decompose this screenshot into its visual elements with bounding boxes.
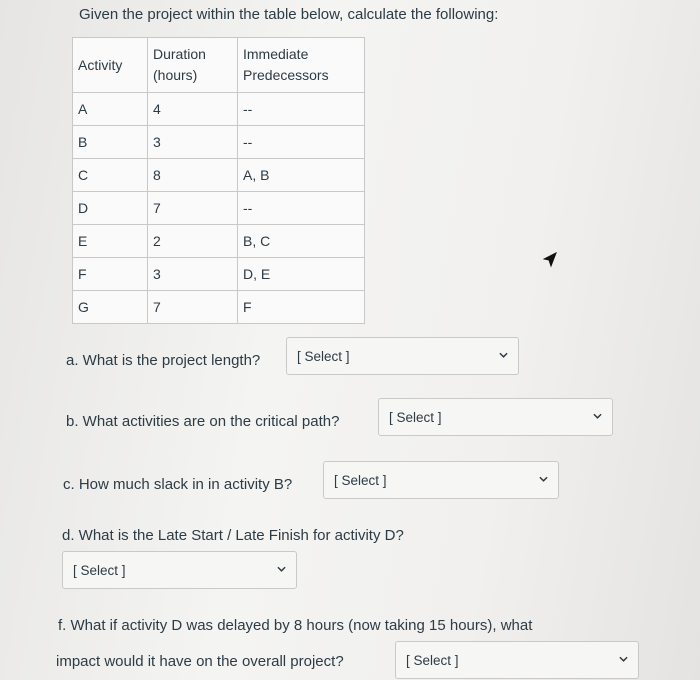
duration-cell: 7: [148, 291, 238, 324]
activity-cell: B: [73, 126, 148, 159]
table-row: [73, 291, 365, 324]
question-b-select[interactable]: [378, 398, 613, 436]
duration-cell: 8: [148, 159, 238, 192]
question-heading: Given the project within the table below, calculate the following:: [79, 6, 499, 23]
table-row: [73, 192, 365, 225]
table-header-row: [73, 38, 365, 93]
chevron-down-icon: [593, 413, 602, 419]
project-table: [72, 37, 365, 324]
predecessors-cell: --: [238, 126, 365, 159]
chevron-down-icon: [539, 476, 548, 482]
header-activity: [73, 38, 148, 93]
header-predecessors: [238, 38, 365, 93]
table-row: [73, 159, 365, 192]
duration-cell: 3: [148, 258, 238, 291]
duration-cell: 4: [148, 93, 238, 126]
table-row: [73, 126, 365, 159]
table-row: [73, 93, 365, 126]
question-c-select-value: [ Select ]: [334, 473, 387, 488]
question-d-select[interactable]: [62, 551, 297, 589]
question-a-text: a. What is the project length?: [66, 352, 261, 369]
predecessors-cell: --: [238, 192, 365, 225]
question-a-select-value: [ Select ]: [297, 349, 350, 364]
predecessors-cell: B, C: [238, 225, 365, 258]
header-duration-line1: Duration: [153, 46, 206, 62]
table-row: [73, 225, 365, 258]
question-f-text-line1: f. What if activity D was delayed by 8 hours (now taking 15 hours), what: [58, 617, 533, 634]
question-f-select-value: [ Select ]: [406, 653, 459, 668]
duration-cell: 7: [148, 192, 238, 225]
mouse-pointer-icon: [543, 252, 557, 268]
duration-cell: 2: [148, 225, 238, 258]
question-a-select[interactable]: [286, 337, 519, 375]
activity-cell: C: [73, 159, 148, 192]
header-duration-line2: (hours): [153, 67, 198, 83]
question-f-text-line2: impact would it have on the overall project?: [56, 653, 344, 670]
predecessors-cell: D, E: [238, 258, 365, 291]
chevron-down-icon: [499, 352, 508, 358]
question-b-text: b. What activities are on the critical path?: [66, 413, 340, 430]
predecessors-cell: --: [238, 93, 365, 126]
question-d-text: d. What is the Late Start / Late Finish for activity D?: [62, 527, 404, 544]
question-b-select-value: [ Select ]: [389, 410, 442, 425]
question-c-select[interactable]: [323, 461, 559, 499]
activity-cell: E: [73, 225, 148, 258]
activity-cell: D: [73, 192, 148, 225]
duration-cell: 3: [148, 126, 238, 159]
predecessors-cell: F: [238, 291, 365, 324]
question-d-select-value: [ Select ]: [73, 563, 126, 578]
header-predecessors-line2: Predecessors: [243, 67, 329, 83]
question-f-select[interactable]: [395, 641, 639, 679]
chevron-down-icon: [277, 566, 286, 572]
header-activity-line: Activity: [78, 56, 123, 73]
chevron-down-icon: [619, 656, 628, 662]
predecessors-cell: A, B: [238, 159, 365, 192]
table-row: [73, 258, 365, 291]
header-duration: [148, 38, 238, 93]
activity-cell: G: [73, 291, 148, 324]
activity-cell: F: [73, 258, 148, 291]
header-predecessors-line1: Immediate: [243, 46, 309, 62]
activity-cell: A: [73, 93, 148, 126]
question-c-text: c. How much slack in in activity B?: [63, 476, 293, 493]
